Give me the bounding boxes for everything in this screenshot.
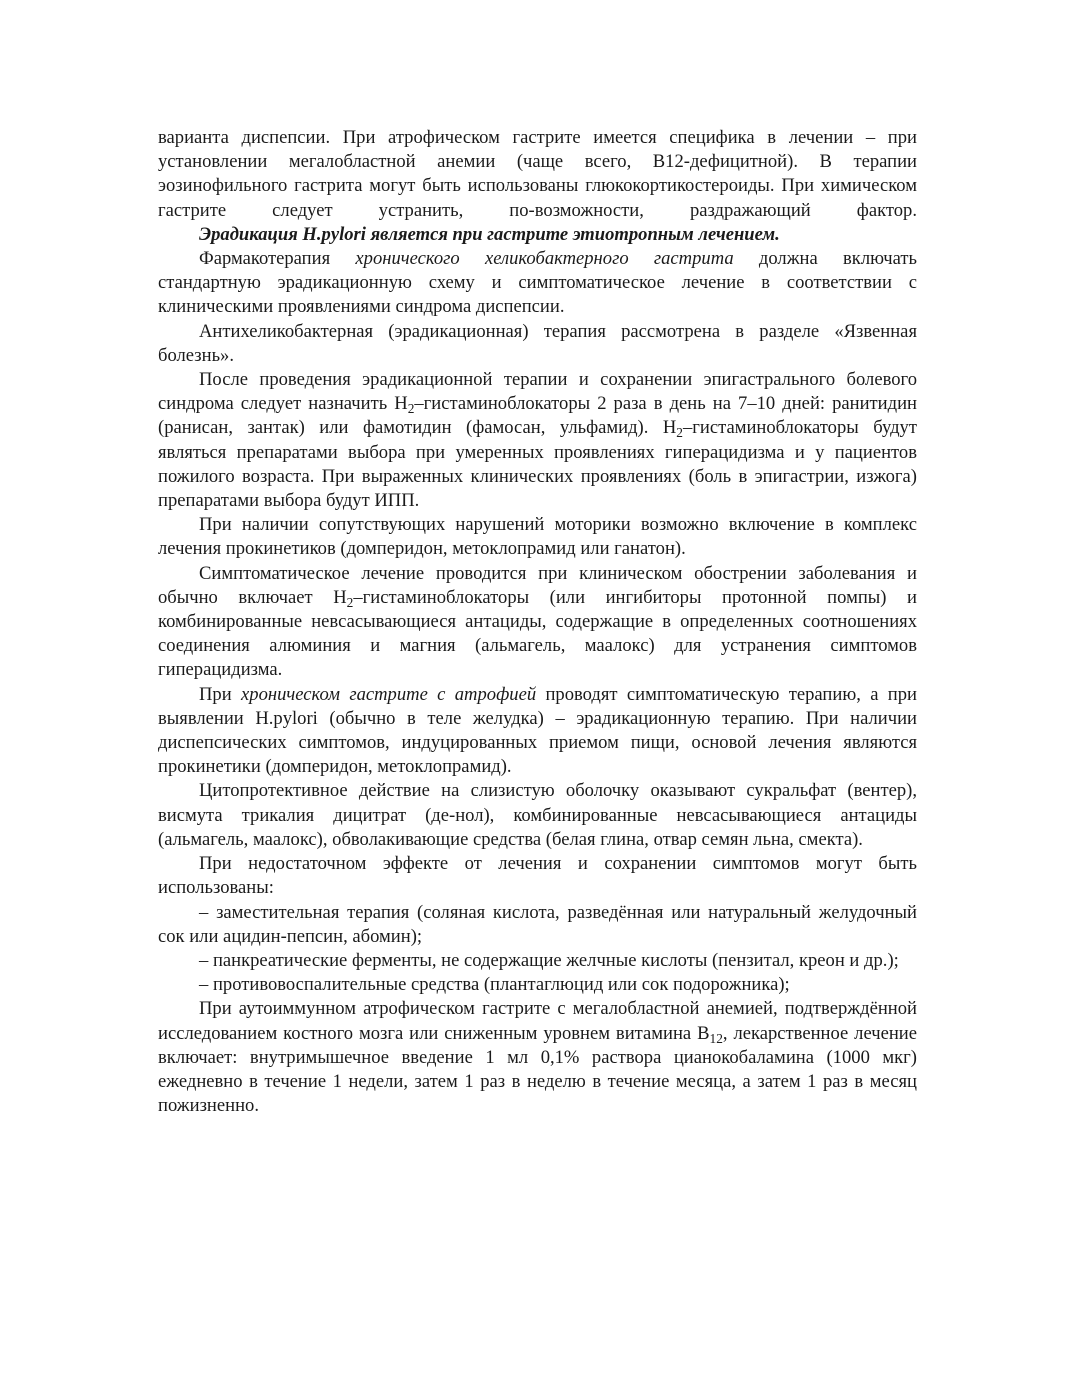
heading-eradication: Эрадикация H.pylori является при гастрите этиотропным лечением. — [199, 223, 780, 245]
paragraph-cytoprotective: Цитопротективное действие на слизистую оболочку оказывают сукральфат (вентер), висмута трикалия дицитрат (де-нол), комбинированные невсасывающиеся антациды (альмагель, маалокс), обволакивающие средства (белая глина, отвар семян льна, смекта). — [158, 780, 917, 850]
list-item-replacement-therapy: – заместительная терапия (соляная кислота, разведённая или натуральный желудочный сок или ацидин-пепсин, абомин); — [158, 901, 917, 947]
paragraph-insufficient-effect: При недостаточном эффекте от лечения и сохранении симптомов могут быть использованы: — [158, 853, 917, 899]
list-item-pancreatic-enzymes: – панкреатические ферменты, не содержащие желчные кислоты (пензитал, креон и др.); — [199, 949, 899, 971]
paragraph-pharmacotherapy: Фармакотерапия хронического хеликобактерного гастрита должна включать стандартную эрадикационную схему и симптоматическое лечение в соответствии с клиническими проявлениями синдрома диспепсии. — [158, 248, 918, 318]
italic-term: хроническом гастрите с атрофией — [241, 683, 537, 705]
paragraph-dyspepsia-variant: варианта диспепсии. При атрофическом гастрите имеется специфика в лечении – при установлении мегалобластной анемии (чаще всего, В12-дефицитной). В терапии эозинофильного гастрита могут быть использованы глюкокортикостероиды. При химическом гастрите следует устранить, по-возможности, раздражающий фактор. — [158, 127, 917, 221]
paragraph-prokinetics: При наличии сопутствующих нарушений моторики возможно включение в комплекс лечения прокинетиков (домперидон, метоклопрамид или ганатон). — [158, 514, 917, 560]
paragraph-autoimmune: При аутоиммунном атрофическом гастрите с мегалобластной анемией, подтверждённой исследованием костного мозга или сниженным уровнем витамина $В_{12}$, лекарственное лечение включает: внутримышечное введение 1 мл 0,1% раствора цианокобаламина (1000 мкг) ежедневно в течение 1 недели, затем 1 раз в неделю в течение месяца, а затем 1 раз в месяц пожизненно. — [158, 998, 917, 1117]
paragraph-after-eradication: После проведения эрадикационной терапии и сохранении эпигастрального болевого синдрома следует назначить $Н_2$–гистаминоблокаторы 2 раза в день на 7–10 дней: ранитидин (ранисан, зантак) или фамотидин (фамосан, ульфамид). $Н_2$–гистаминоблокаторы будут являться препаратами выбора при умеренных проявлениях гиперацидизма и у пациентов пожилого возраста. При выраженных клинических проявлениях (боль в эпигастрии, изжога) препаратами выбора будут ИПП. — [158, 369, 917, 512]
paragraph-atrophy: При хроническом гастрите с атрофией проводят симптоматическую терапию, а при выявлении H.pylori (обычно в теле желудка) – эрадикационную терапию. При наличии диспепсических симптомов, индуцированных приемом пищи, основой лечения являются прокинетики (домперидон, метоклопрамид). — [158, 683, 918, 778]
list-item-anti-inflammatory: – противовоспалительные средства (плантаглюцид или сок подорожника); — [199, 974, 790, 996]
paragraph-symptomatic: Симптоматическое лечение проводится при клиническом обострении заболевания и обычно включает $Н_2$–гистаминоблокаторы (или ингибиторы протонной помпы) и комбинированные невсасывающиеся антациды, содержащие в определенных соотношениях соединения алюминия и магния (альмагель, маалокс) для устранения симптомов гиперацидизма. — [158, 562, 917, 681]
italic-term: хронического хеликобактерного гастрита — [355, 248, 734, 270]
paragraph-antihelicobacter: Антихеликобактерная (эрадикационная) терапия рассмотрена в разделе «Язвенная болезнь». — [158, 320, 917, 366]
